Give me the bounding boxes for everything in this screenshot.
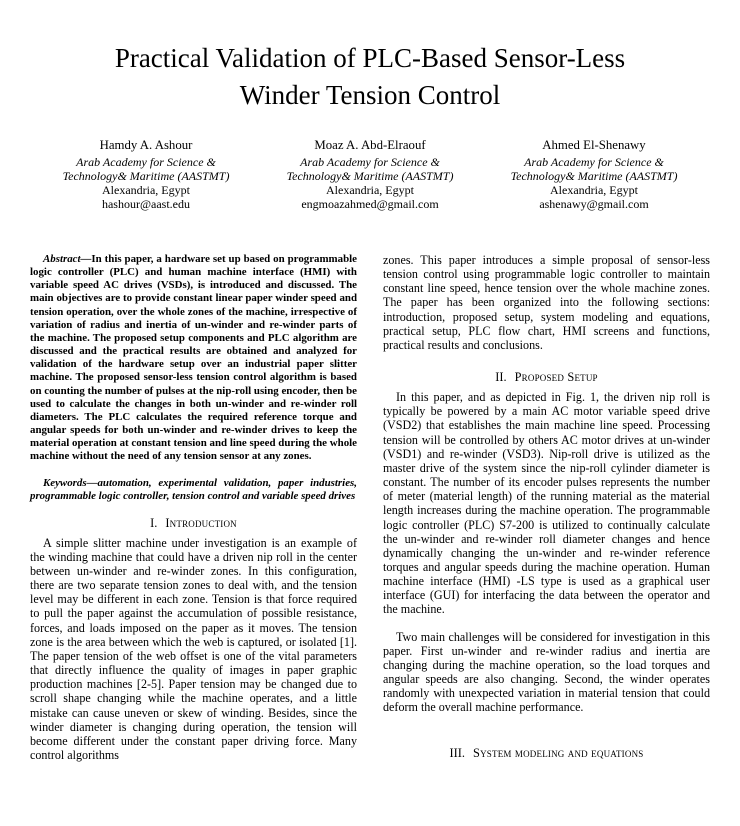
author-city: Alexandria, Egypt <box>326 183 414 197</box>
author-email: hashour@aast.edu <box>101 197 191 211</box>
author-email: engmoazahmed@gmail.com <box>301 197 439 211</box>
paper-title <box>30 40 710 114</box>
section-heading-proposed-setup <box>383 370 710 384</box>
abstract-paragraph <box>30 253 357 464</box>
abstract-text: In this paper, a hardware set up based on programmable logic controller (PLC) and human machine interface (HMI) with variable speed AC drives (VSDs), is introduced and discussed. The main objectives are to provide constant linear paper winder speed and tension operation, over the whole zones of the machine, irrespective of variation of radius and inertia of un-winder and re-winder parts of the machine. The proposed setup components and PLC algorithm are discussed and the practical results are obtained and analyzed for validation of the hardware setup over an industrial paper slitter machine. The proposed sensor-less tension control algorithm is based on counting the number of pulses at the nip-roll using encoder, then be used to calculate the changes in both un-winder and re-winder roll diameters. The PLC calculates the required reference torque and angular speeds for both un-winder and re-winder drives to keep the material operation at constant tension and line speed during the whole machine without the need of any tension sensor at any zones. <box>30 253 357 463</box>
introduction-paragraph: A simple slitter machine under investigation is an example of the winding machine that could have a driven nip roll in the center between un-winder and re-winder zones. In this configuration, there are two separate tension zones to deal with, and the tension level may be different in each zone. Tension is that force required to pull the paper against the accumulation of possible resistance, forces, and loads imposed on the paper as it moves. The tension zone is the area between which the web is captured, or isolated [1]. The paper tension of the web offset is one of the vital parameters that directly influence the quality of images in paper graphic production machines [2-5]. Paper tension may be changed due to scroll shape changing while the machine operates, and a little mistake can cause uneven or skew of winding. Besides, since the winder diameter is changing during operation, the tension will become different under the constant paper driving force. Many control algorithms <box>30 535 357 763</box>
author-block-1 <box>34 138 258 211</box>
author-email: ashenawy@gmail.com <box>539 197 649 211</box>
section-title: System modeling and equations <box>473 745 644 760</box>
author-name: Ahmed El-Shenawy <box>542 138 646 152</box>
paper-title-line-2: Winder Tension Control <box>239 80 501 110</box>
section-title: Proposed Setup <box>514 370 598 385</box>
author-block-2 <box>258 138 482 211</box>
author-affiliation-line-2: Technology& Maritime (AASTMT) <box>510 169 678 183</box>
author-block-3 <box>482 138 706 211</box>
section-numeral: III. <box>449 745 465 760</box>
proposed-setup-paragraph: In this paper, and as depicted in Fig. 1, the driven nip roll is typically be powered by a main AC motor variable speed drive (VSD2) that establishes the main machine line speed. Processing tension will be controlled by others AC motor drives at un-winder (VSD1) and re-winder (VSD3). Nip-roll drive is utilized as the master drive of the system since the nip-roll cylinder diameter is constant. The number of its encoder pulses represents the number of meter (material length) of the running material as the material length increases during the machine operation. The programmable logic controller (PLC) S7-200 is utilized to continually calculate the un-winder and re-winder roll diameter changes and hence dynamically changing the un-winder and re-winder reference torques and angular speeds during the machine operation. Human machine interface (HMI) -LS type is used as a graphical user interface (GUI) for interfacing the data between the operator and the machine. <box>383 390 710 617</box>
author-city: Alexandria, Egypt <box>550 183 638 197</box>
author-affiliation-line-2: Technology& Maritime (AASTMT) <box>62 169 230 183</box>
abstract-lead-in: Abstract— <box>43 253 92 265</box>
author-affiliation-line-1: Arab Academy for Science & <box>524 155 664 169</box>
author-name: Moaz A. Abd-Elraouf <box>314 138 426 152</box>
section-numeral: II. <box>495 370 507 385</box>
author-affiliation-line-1: Arab Academy for Science & <box>76 155 216 169</box>
keywords-lead-in: Keywords— <box>43 476 98 489</box>
introduction-continuation-paragraph: zones. This paper introduces a simple proposal of sensor-less tension control using programmable logic controller to maintain constant line speed, hence tension over the whole machine zones. The paper has been organized into the following sections: introduction, proposed setup, system modeling and equations, practical setup, PLC flow chart, HMI screens and functions, practical results and conclusions. <box>383 253 710 352</box>
two-column-body <box>30 253 710 762</box>
keywords-text: automation, experimental validation, paper industries, programmable logic controller, tension control and variable speed drives <box>30 476 357 502</box>
section-heading-introduction <box>30 516 357 530</box>
challenges-paragraph: Two main challenges will be considered for investigation in this paper. First un-winder and re-winder radius and inertia are changing during the machine operation, so the load torques and angular speeds are also changing. Second, the winder operates randomly with unexpected variation in material tension that could deform the overall machine performance. <box>383 629 710 715</box>
right-column <box>383 253 710 762</box>
keywords-paragraph <box>30 477 357 503</box>
author-name: Hamdy A. Ashour <box>99 138 193 152</box>
paper-title-line-1: Practical Validation of PLC-Based Sensor-Less <box>114 43 626 73</box>
left-column <box>30 253 357 762</box>
section-heading-system-modeling <box>383 746 710 760</box>
author-affiliation-line-2: Technology& Maritime (AASTMT) <box>286 169 454 183</box>
section-numeral: I. <box>150 515 158 530</box>
authors-row <box>34 138 706 211</box>
author-affiliation-line-1: Arab Academy for Science & <box>300 155 440 169</box>
author-city: Alexandria, Egypt <box>102 183 190 197</box>
section-title: Introduction <box>165 515 237 530</box>
